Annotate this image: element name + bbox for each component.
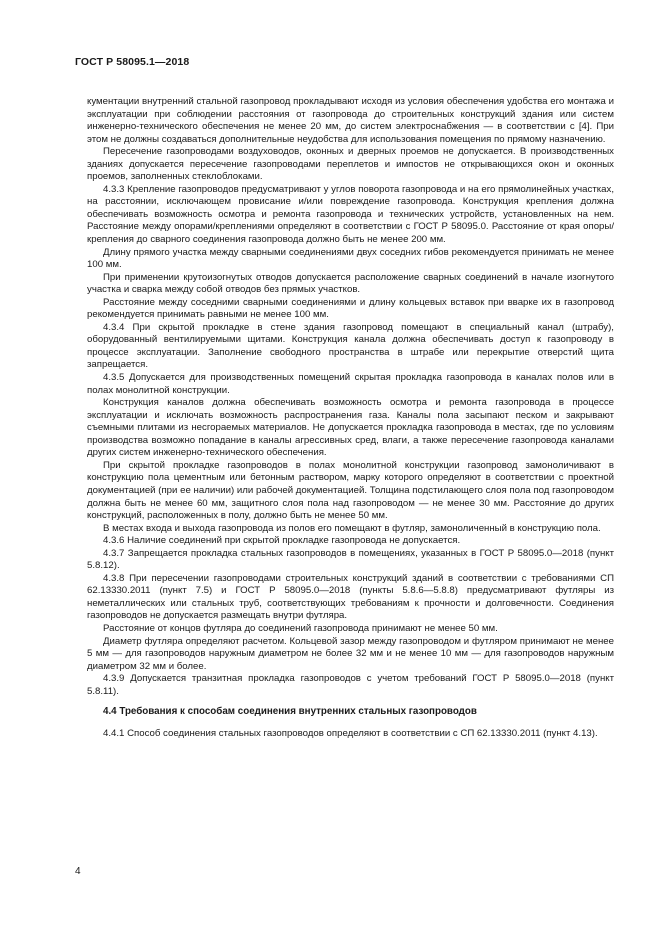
paragraph: Пересечение газопроводами воздуховодов, оконных и дверных проемов не допускается. В производственных зданиях допускается пересечение газопроводами переплетов и импостов не открывающихся окон и оконных проемов, заполненных стеклоблоками. (87, 146, 614, 183)
document-header-code: ГОСТ Р 58095.1—2018 (75, 56, 190, 68)
page-number: 4 (75, 866, 81, 877)
paragraph: 4.3.4 При скрытой прокладке в стене здания газопровод помещают в специальный канал (штрабу), оборудованный вентилируемыми щитами. Конструкция канала должна обеспечивать доступ к газопроводу в процессе эксплуатации. Заполнение свободного пространства в штрабе или перекрытие отверстий щита запрещается. (87, 321, 614, 371)
paragraph: Диаметр футляра определяют расчетом. Кольцевой зазор между газопроводом и футляром принимают не менее 5 мм — для газопроводов наружным диаметром не более 32 мм и не менее 10 мм — для газопроводов наружным диаметром 32 мм и более. (87, 635, 614, 672)
section-heading: 4.4 Требования к способам соединения внутренних стальных газопроводов (103, 706, 477, 718)
paragraph: Расстояние от концов футляра до соединений газопровода принимают не менее 50 мм. (103, 622, 498, 634)
paragraph: При применении крутоизогнутых отводов допускается расположение сварных соединений в начале изогнутого участка и сварка между собой отводов без прямых участков. (87, 271, 614, 296)
paragraph: 4.3.7 Запрещается прокладка стальных газопроводов в помещениях, указанных в ГОСТ Р 58095.0—2018 (пункт 5.8.12). (87, 547, 614, 572)
paragraph: 4.3.5 Допускается для производственных помещений скрытая прокладка газопровода в каналах полов или в полах монолитной конструкции. (87, 372, 614, 396)
paragraph: При скрытой прокладке газопроводов в полах монолитной конструкции газопровод замоноличивают в конструкцию пола цементным или бетонным раствором, марку которого определяют в соответствии с проектной документацией (при ее наличии) или рабочей документацией. Толщина подстилающего слоя пола под газопроводом должна быть не менее 60 мм, защитного слоя пола над газопроводом — не менее 30 мм. Расстояние до других конструкций, расположенных в полу, должно быть не менее 50 мм. (87, 459, 614, 522)
paragraph: 4.3.3 Крепление газопроводов предусматривают у углов поворота газопровода и на его прямолинейных участках, на расстоянии, исключающем провисание и/или повреждение газопровода. Конструкция крепления должна обеспечивать возможность осмотра и ремонта газопровода и технических устройств, установленных на нем. Расстояние между опорами/креплениями определяют в соответствии с ГОСТ Р 58095.0. Расстояние от края опоры/крепления до сварного соединения газопровода должно быть не менее 200 мм. (87, 183, 614, 246)
paragraph: В местах входа и выхода газопровода из полов его помещают в футляр, замоноличенный в конструкцию пола. (103, 522, 601, 534)
paragraph: кументации внутренний стальной газопровод прокладывают исходя из условия обеспечения удобства его монтажа и эксплуатации при соблюдении расстояния от газопровода до строительных конструкций здания или систем инженерно-технического обеспечения не менее 20 мм, до систем электроснабжения — в соответствии с [4]. При этом не должны создаваться дополнительные неудобства для использования помещения по прямому назначению. (87, 96, 614, 145)
paragraph: 4.3.8 При пересечении газопроводами строительных конструкций зданий в соответствии с требованиями СП 62.13330.2011 (пункт 7.5) и ГОСТ Р 58095.0—2018 (пункты 5.8.6—5.8.8) предусматривают футляры из неметаллических или стальных труб, соответствующих требованиям к прочности и долговечности. Соединения газопроводов не допускается размещать внутри футляра. (87, 572, 614, 622)
document-body (87, 96, 614, 740)
paragraph: 4.3.6 Наличие соединений при скрытой прокладке газопровода не допускается. (103, 535, 461, 547)
paragraph: Длину прямого участка между сварными соединениями двух соседних гибов рекомендуется принимать не менее 100 мм. (87, 246, 614, 271)
paragraph: 4.3.9 Допускается транзитная прокладка газопроводов с учетом требований ГОСТ Р 58095.0—2018 (пункт 5.8.11). (87, 673, 614, 697)
paragraph: Расстояние между соседними сварными соединениями и длину кольцевых вставок при вварке их в газопровод рекомендуется принимать равными не менее 100 мм. (87, 296, 614, 321)
paragraph: Конструкция каналов должна обеспечивать возможность осмотра и ремонта газопровода в процессе эксплуатации и исключать возможность распространения газа. Каналы пола засыпают песком и закрывают съемными плитами из несгораемых материалов. Не допускается прокладка газопровода в местах, где по условиям производства возможно попадание в каналы агрессивных сред, влаги, а также пересечение газопровода каналами других систем инженерно-технического обеспечения. (87, 397, 614, 459)
paragraph: 4.4.1 Способ соединения стальных газопроводов определяют в соответствии с СП 62.13330.2011 (пункт 4.13). (103, 727, 598, 739)
